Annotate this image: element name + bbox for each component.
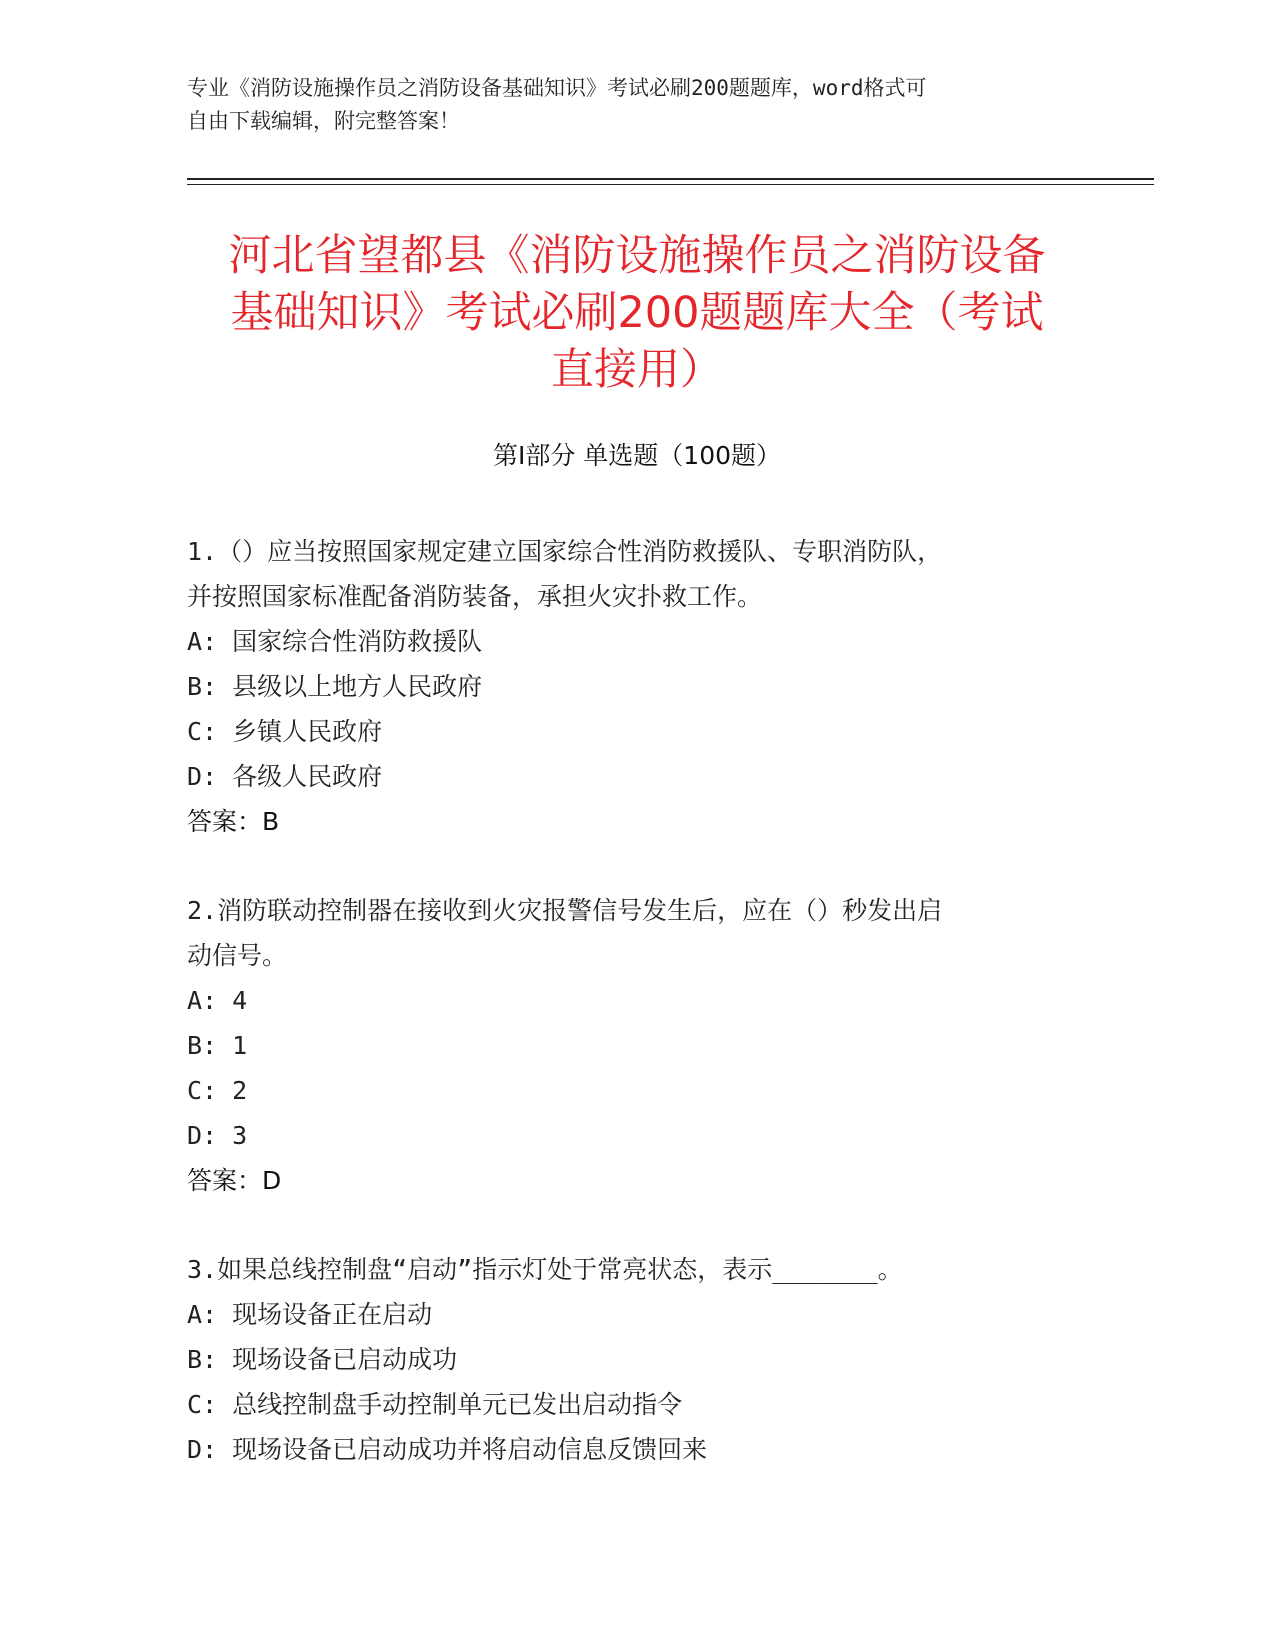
question-stem-line-1: 2.消防联动控制器在接收到火灾报警信号发生后，应在（）秒发出启 [187, 896, 943, 925]
document-title-line-3: 直接用） [551, 345, 723, 395]
answer-line: 答案：B [187, 807, 280, 836]
option-b: B: 现场设备已启动成功 [187, 1345, 458, 1374]
option-c: C: 乡镇人民政府 [187, 717, 383, 746]
question-item-2 [187, 888, 1087, 1203]
question-stem-line-2: 动信号。 [187, 941, 288, 970]
option-b: B: 县级以上地方人民政府 [187, 672, 483, 701]
question-stem-line-1: 3.如果总线控制盘“启动”指示灯处于常亮状态，表示_______。 [187, 1255, 903, 1284]
option-a: A: 现场设备正在启动 [187, 1300, 433, 1329]
option-d: D: 3 [187, 1121, 248, 1150]
option-d: D: 各级人民政府 [187, 762, 383, 791]
option-b: B: 1 [187, 1031, 248, 1060]
question-item-1 [187, 529, 1087, 844]
header-note-line-2: 自由下载编辑，附完整答案！ [187, 109, 460, 133]
option-c: C: 总线控制盘手动控制单元已发出启动指令 [187, 1390, 683, 1419]
header-note-line-1: 专业《消防设施操作员之消防设备基础知识》考试必刷200题题库，word格式可 [187, 76, 927, 100]
question-stem-line-1: 1.（）应当按照国家规定建立国家综合性消防救援队、专职消防队， [187, 537, 943, 566]
option-d: D: 现场设备已启动成功并将启动信息反馈回来 [187, 1435, 708, 1464]
answer-line: 答案：D [187, 1166, 282, 1195]
header-divider-thick [187, 178, 1154, 180]
option-a: A: 国家综合性消防救援队 [187, 627, 483, 656]
header-divider-thin [187, 184, 1154, 185]
option-a: A: 4 [187, 986, 248, 1015]
header-note [187, 72, 1087, 138]
document-title-line-2: 基础知识》考试必刷200题题库大全（考试 [230, 288, 1044, 338]
option-c: C: 2 [187, 1076, 248, 1105]
section-heading: 第Ⅰ部分 单选题（100题） [492, 441, 782, 470]
question-list [187, 529, 1087, 1516]
question-item-3 [187, 1247, 1087, 1472]
question-stem-line-2: 并按照国家标准配备消防装备，承担火灾扑救工作。 [187, 582, 763, 611]
document-title [187, 228, 1087, 399]
document-title-line-1: 河北省望都县《消防设施操作员之消防设备 [228, 231, 1046, 281]
